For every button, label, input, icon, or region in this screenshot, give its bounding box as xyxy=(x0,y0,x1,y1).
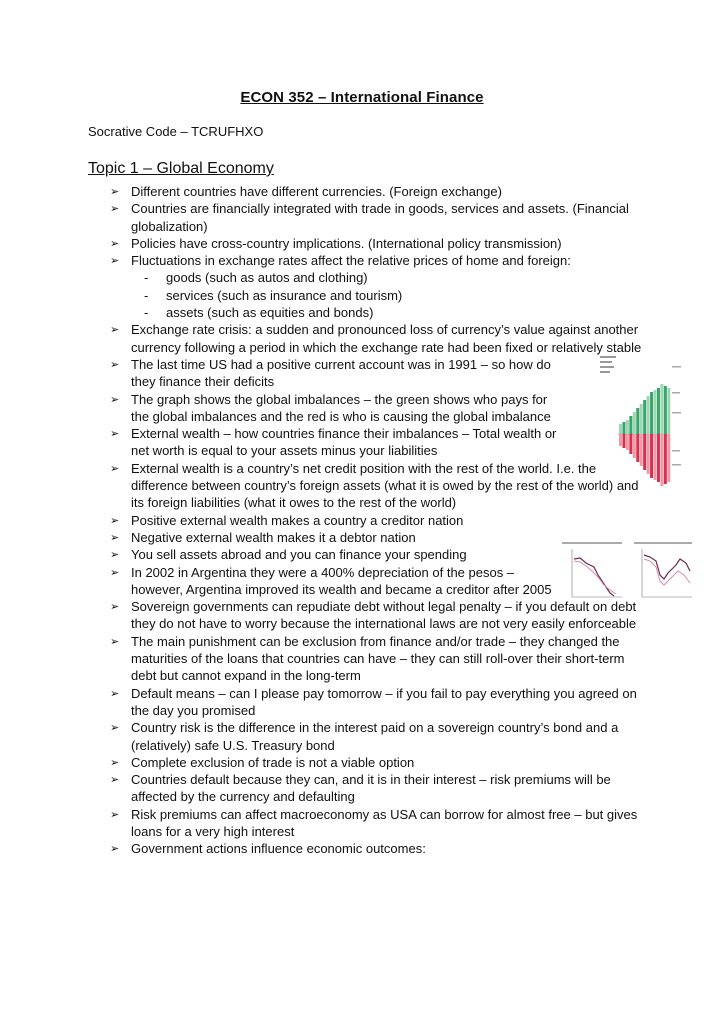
bullet-item: ➢ Sovereign governments can repudiate debt without legal penalty – if you default on debt they do not have to worry because the international laws are not very easily enforceable xyxy=(110,599,637,632)
bullet-item: ➢ External wealth – how countries finance their imbalances – Total wealth or net worth is equal to your assets minus your liabilities xyxy=(110,426,557,459)
dash-bullet: - xyxy=(144,270,149,286)
surplus-bar xyxy=(633,412,636,434)
dash-bullet: - xyxy=(144,305,149,321)
bullet-list xyxy=(110,183,645,858)
surplus-bar xyxy=(643,400,646,434)
bullet-item: ➢ You sell assets abroad and you can finance your spending xyxy=(110,547,467,563)
deficit-bar xyxy=(654,434,657,480)
deficit-bar xyxy=(633,434,636,458)
surplus-bar xyxy=(667,388,670,434)
arrow-bullet-icon: ➢ xyxy=(110,202,120,216)
deficit-bar xyxy=(622,434,625,448)
surplus-bar xyxy=(657,388,660,434)
bullet-item: ➢ Policies have cross-country implications. (International policy transmission) xyxy=(110,235,562,251)
bullet-item: ➢ Different countries have different currencies. (Foreign exchange) xyxy=(110,184,502,199)
bullet-item: ➢ External wealth is a country’s net credit position with the rest of the world. I.e. the difference between country’s foreign assets (what it is owed by the rest of the world) and its foreign liabilities (what it owes to the rest of the world) xyxy=(110,460,639,511)
right-line-panel xyxy=(634,542,692,597)
deficit-bar xyxy=(667,434,670,482)
bullet-item: ➢ The last time US had a positive current account was in 1991 – so how do they finance their deficits xyxy=(110,356,551,390)
surplus-bar xyxy=(636,408,639,434)
bullet-item: ➢ The main punishment can be exclusion from finance and/or trade – they changed the maturities of the loans that countries can have – they can still roll-over their short-term debt but cannot expand in the long-term xyxy=(110,633,625,684)
dash-bullet: - xyxy=(144,287,149,303)
bullet-item: ➢ Negative external wealth makes it a debtor nation xyxy=(110,529,416,545)
deficit-bar xyxy=(640,434,643,466)
arrow-bullet-icon: ➢ xyxy=(110,773,120,787)
arrow-bullet-icon: ➢ xyxy=(110,721,120,735)
bullet-item: ➢ Countries default because they can, and it is in their interest – risk premiums will be affected by the currency and defaulting xyxy=(110,772,611,805)
bullet-item: ➢ Country risk is the difference in the interest paid on a sovereign country’s bond and a (relatively) safe U.S. Treasury bond xyxy=(110,720,619,753)
arrow-bullet-icon: ➢ xyxy=(110,185,120,198)
surplus-bar xyxy=(640,404,643,434)
bullet-item: ➢ Exchange rate crisis: a sudden and pronounced loss of currency’s value against another currency following a period in which the exchange rate had been fixed or relatively stable xyxy=(110,322,642,355)
arrow-bullet-icon: ➢ xyxy=(110,513,120,527)
bullet-item: ➢ Positive external wealth makes a country a creditor nation xyxy=(110,512,464,528)
arrow-bullet-icon: ➢ xyxy=(110,842,120,856)
arrow-bullet-icon: ➢ xyxy=(110,427,120,441)
bullet-item: ➢ Fluctuations in exchange rates affect the relative prices of home and foreign: - goods (such as autos and clothing) - services (such as insurance and tourism) - assets (such as equities and bonds) xyxy=(110,252,645,321)
arrow-bullet-icon: ➢ xyxy=(110,392,120,406)
bullet-item: ➢ Government actions influence economic outcomes: xyxy=(110,841,426,857)
bullet-item: ➢ The graph shows the global imbalances – the green shows who pays for the global imbalances and the red is who is causing the global imbalance xyxy=(110,391,551,424)
surplus-bar xyxy=(626,420,629,434)
topic-heading: Topic 1 – Global Economy xyxy=(88,160,274,177)
external-wealth-figure xyxy=(562,541,694,603)
surplus-bar xyxy=(647,396,650,434)
surplus-bar xyxy=(664,386,667,434)
arrow-bullet-icon: ➢ xyxy=(110,686,120,700)
arrow-bullet-icon: ➢ xyxy=(110,807,120,821)
bullet-item: ➢ In 2002 in Argentina they were a 400% depreciation of the pesos – however, Argentina improved its wealth and became a creditor after 2005 xyxy=(110,564,552,597)
bullet-item: ➢ Default means – can I please pay tomorrow – if you fail to pay everything you agreed on the day you promised xyxy=(110,685,637,718)
sub-bullet-item: - goods (such as autos and clothing) xyxy=(144,270,368,286)
global-imbalances-figure xyxy=(600,352,682,492)
surplus-bar xyxy=(622,422,625,434)
surplus-bar xyxy=(650,392,653,434)
figure-legend-text-block xyxy=(600,356,616,373)
bullet-item: ➢ Risk premiums can affect macroeconomy as USA can borrow for almost free – but gives loans for a very high interest xyxy=(110,806,638,839)
deficit-bar xyxy=(647,434,650,474)
arrow-bullet-icon: ➢ xyxy=(110,565,120,579)
sub-bullet-item: - assets (such as equities and bonds) xyxy=(144,305,374,321)
socrative-code: Socrative Code – TCRUFHXO xyxy=(88,124,264,139)
figure-side-labels xyxy=(672,366,681,466)
sub-bullet-item: - services (such as insurance and tourism) xyxy=(144,287,403,303)
arrow-bullet-icon: ➢ xyxy=(110,236,120,250)
deficit-bar xyxy=(619,434,622,446)
deficit-bar xyxy=(629,434,632,454)
deficit-bar xyxy=(660,434,663,486)
bullet-item: ➢ Complete exclusion of trade is not a viable option xyxy=(110,754,415,770)
arrow-bullet-icon: ➢ xyxy=(110,634,120,648)
page-title: ECON 352 – International Finance xyxy=(240,89,484,106)
arrow-bullet-icon: ➢ xyxy=(110,461,120,475)
deficit-bar xyxy=(626,434,629,450)
deficit-bar xyxy=(664,434,667,484)
deficit-bar xyxy=(643,434,646,470)
arrow-bullet-icon: ➢ xyxy=(110,323,120,337)
arrow-bullet-icon: ➢ xyxy=(110,357,120,371)
arrow-bullet-icon: ➢ xyxy=(110,530,120,544)
arrow-bullet-icon: ➢ xyxy=(110,600,120,614)
sub-bullet-list xyxy=(131,269,645,321)
deficit-bar xyxy=(657,434,660,482)
surplus-bar xyxy=(619,424,622,434)
surplus-bar xyxy=(629,416,632,434)
bullet-item: ➢ Countries are financially integrated with trade in goods, services and assets. (Financial globalization) xyxy=(110,201,629,234)
arrow-bullet-icon: ➢ xyxy=(110,548,120,562)
arrow-bullet-icon: ➢ xyxy=(110,755,120,769)
arrow-bullet-icon: ➢ xyxy=(110,254,120,268)
surplus-bar xyxy=(660,384,663,434)
left-line-panel xyxy=(562,542,622,597)
surplus-bar xyxy=(654,390,657,434)
deficit-bar xyxy=(650,434,653,478)
deficit-bar xyxy=(636,434,639,462)
